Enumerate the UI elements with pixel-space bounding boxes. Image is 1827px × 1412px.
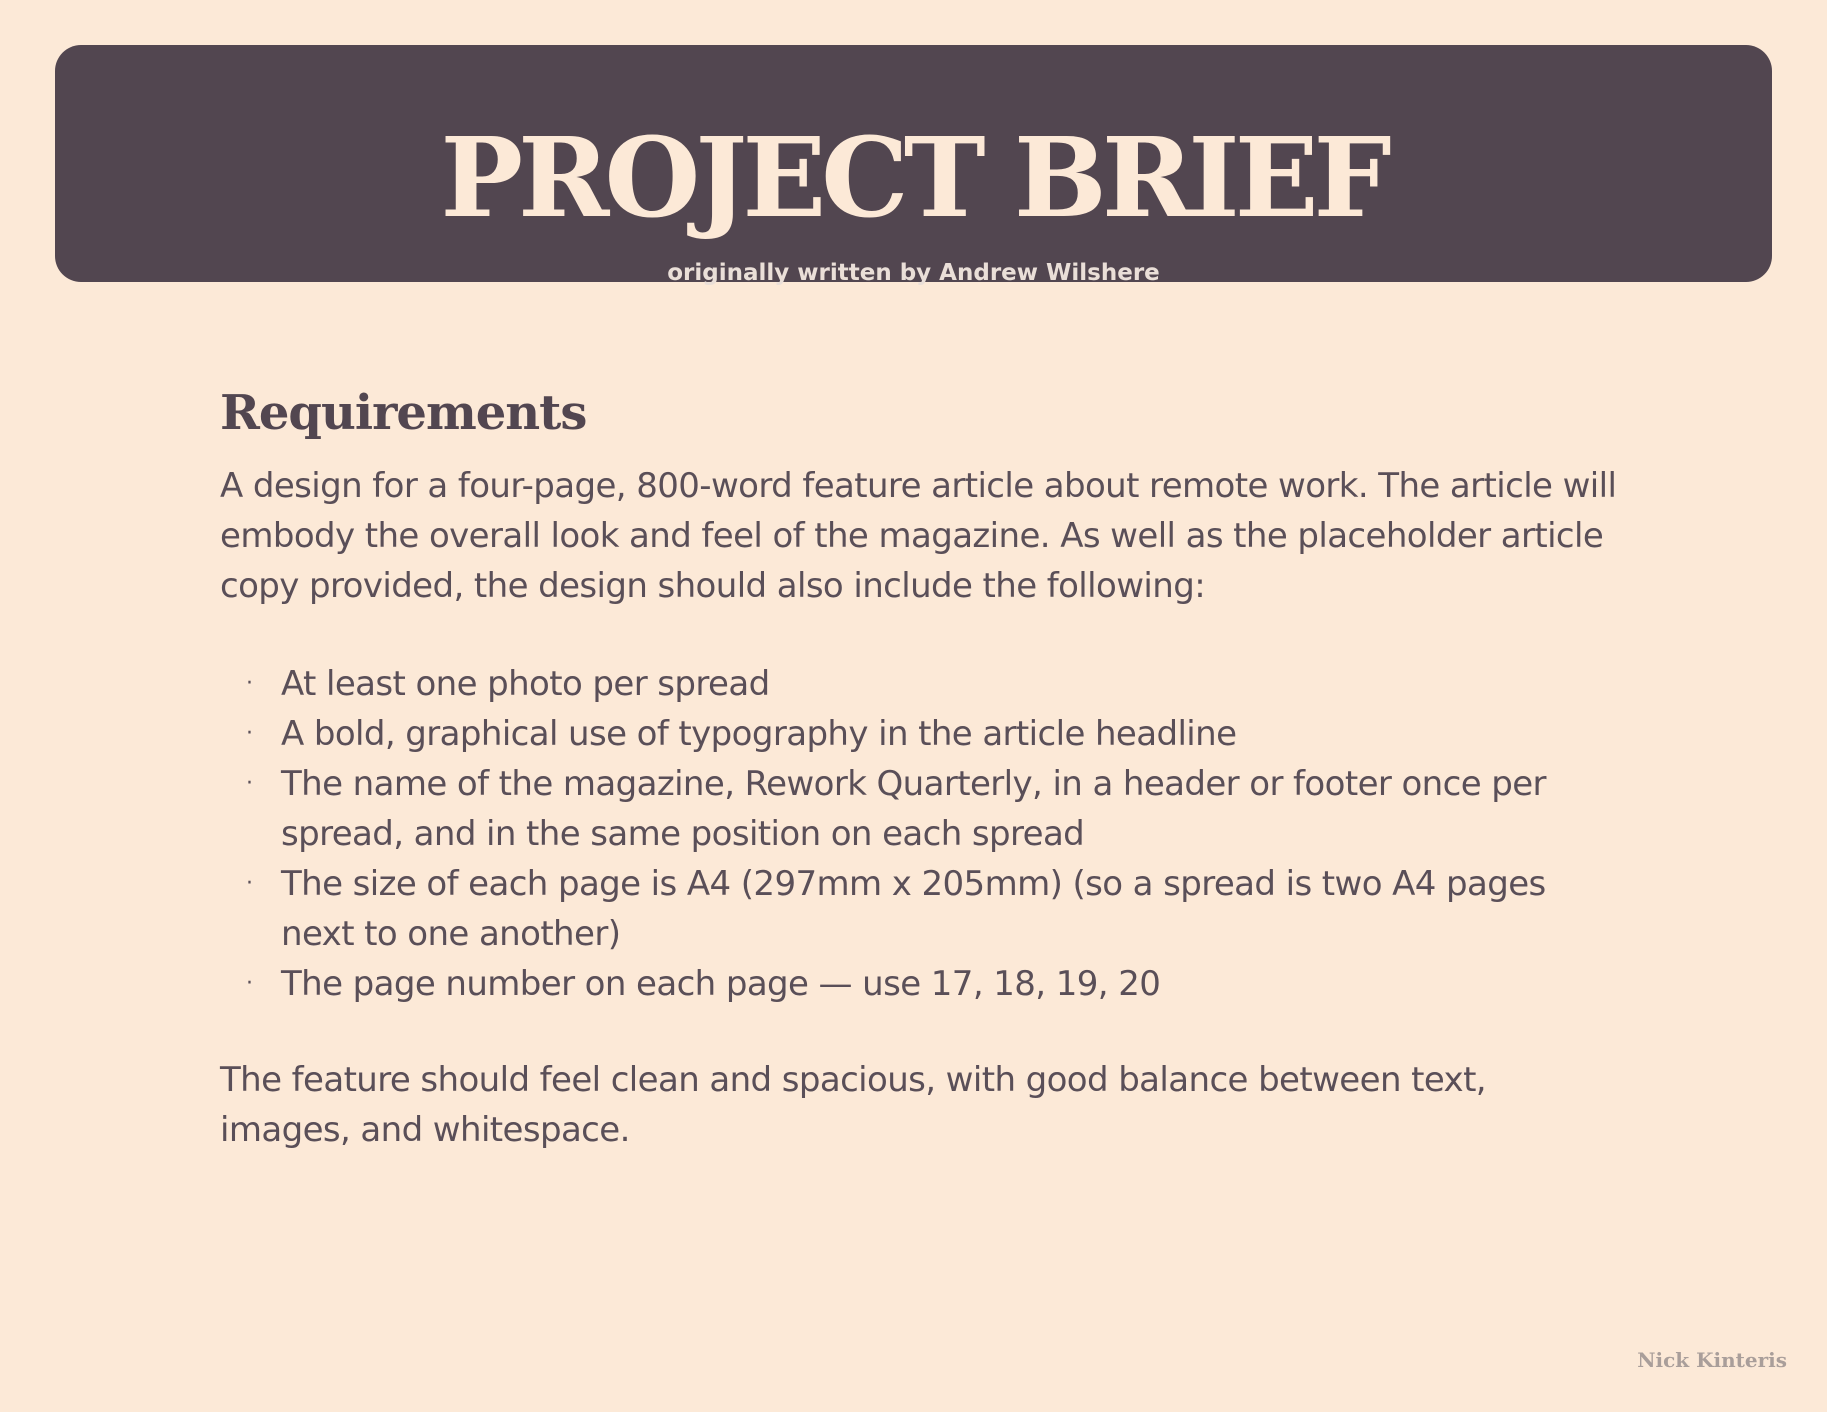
- list-item-text: The name of the magazine, Rework Quarterly, in a header or footer once per spread, and in the same position on each spread: [281, 764, 1546, 854]
- list-item: [220, 959, 1620, 1009]
- page-subtitle: originally written by Andrew Wilshere: [667, 260, 1160, 286]
- list-item: [220, 709, 1620, 759]
- author-credit: Nick Kinteris: [1637, 1348, 1787, 1372]
- header-banner: [55, 45, 1772, 286]
- list-item: [220, 659, 1620, 709]
- bullet-icon: ·: [246, 671, 253, 696]
- requirements-list: [220, 659, 1620, 1009]
- bullet-icon: ·: [246, 871, 253, 896]
- bullet-icon: ·: [246, 771, 253, 796]
- list-item: [220, 759, 1620, 859]
- page-title: PROJECT BRIEF: [440, 113, 1387, 242]
- closing-paragraph: The feature should feel clean and spacious, with good balance between text, images, and whitespace.: [220, 1060, 1487, 1150]
- list-item-text: At least one photo per spread: [281, 664, 770, 704]
- list-item: [220, 859, 1620, 959]
- requirements-section: [220, 385, 1620, 1155]
- list-item-text: The page number on each page — use 17, 18, 19, 20: [281, 964, 1161, 1004]
- bullet-icon: ·: [246, 721, 253, 746]
- list-item-text: The size of each page is A4 (297mm x 205mm) (so a spread is two A4 pages next to one another): [281, 864, 1546, 954]
- list-item-text: A bold, graphical use of typography in the article headline: [281, 714, 1237, 754]
- section-heading: Requirements: [220, 385, 587, 441]
- intro-paragraph: A design for a four-page, 800-word feature article about remote work. The article will embody the overall look and feel of the magazine. As well as the placeholder article copy provided, the design should also include the following:: [220, 466, 1617, 606]
- bullet-icon: ·: [246, 971, 253, 996]
